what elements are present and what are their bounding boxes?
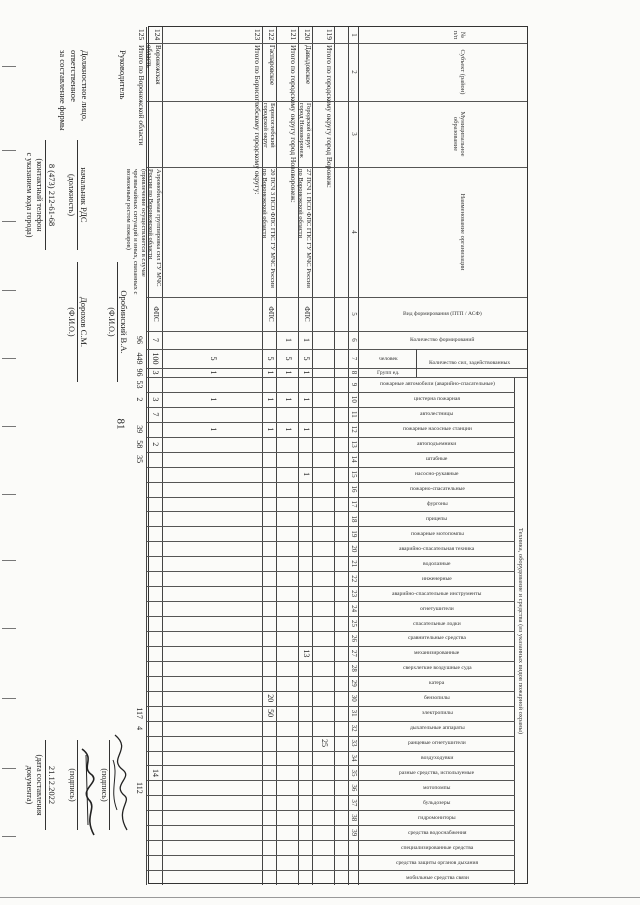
- col-rule: [147, 646, 515, 647]
- col-rule: [147, 377, 527, 378]
- equipment-value: 35: [135, 455, 144, 464]
- column-number: 33: [350, 739, 358, 747]
- staff-count: 5: [266, 356, 275, 361]
- municipality: Борисоглебский городской округ: [262, 103, 276, 148]
- head-signature-line: [117, 262, 118, 382]
- col-rule: [147, 422, 515, 423]
- col-rule: [147, 392, 515, 393]
- staff-subrule: [416, 349, 417, 377]
- phone-caption-1: (контактный телефон: [35, 158, 44, 232]
- equipment-value: 13: [302, 649, 311, 658]
- staff-count: 5: [302, 356, 311, 361]
- equipment-value: 1: [284, 397, 293, 402]
- equipment-value: 50: [266, 709, 275, 718]
- col-rule: [147, 437, 515, 438]
- row-number: 125: [137, 29, 146, 41]
- header-fpo: Вид формирования (ПТП / АСФ): [402, 311, 482, 317]
- resp-name-line: [77, 262, 78, 382]
- header-equipment: сравнительные средства: [408, 635, 466, 642]
- resp-label-2: ответственное: [69, 50, 79, 102]
- equipment-value: 25: [320, 739, 329, 748]
- resp-signature: [76, 745, 100, 840]
- column-number: 7: [350, 356, 358, 361]
- col-rule: [147, 840, 515, 841]
- col-rule: [147, 497, 515, 498]
- organization: 20 ПСЧ 3 ПСО ФПС ГПС ГУ МЧС России по Воронежской области: [261, 169, 276, 288]
- column-number: 18: [350, 515, 358, 523]
- formation-count: 1: [302, 338, 311, 342]
- column-number: 29: [350, 679, 358, 687]
- equipment-value: 20: [266, 694, 275, 703]
- equipment-value: 1: [302, 427, 311, 432]
- staff-count: 5: [284, 356, 293, 361]
- district: Давыдовское: [304, 45, 312, 85]
- column-number: 19: [350, 530, 358, 538]
- column-number: 36: [350, 784, 358, 792]
- col-rule: [147, 297, 527, 298]
- col-rule: [147, 855, 515, 856]
- header-equipment: спасательные лодки: [413, 620, 461, 627]
- header-equipment: разные средства, используемые: [399, 769, 475, 776]
- fpo-type: ФПС: [152, 306, 160, 322]
- head-label: Руководитель: [118, 50, 128, 100]
- equipment-value: 1: [266, 397, 275, 402]
- equipment-value: 1: [266, 427, 275, 432]
- equipment-title: Техника, оборудование и средства (из указанных видов пожарной охраны): [517, 527, 524, 735]
- header-equipment: пожарные мотопомпы: [410, 530, 464, 537]
- total-label: Итого по городскому округу город Нововоронеж:: [289, 45, 298, 203]
- header-equipment: автоподъемники: [417, 441, 457, 448]
- contact-phone: 8 (473) 212-61-68: [47, 163, 57, 227]
- equipment-value: 7: [151, 412, 160, 417]
- row-number: 121: [289, 29, 298, 41]
- groups-count: 1: [266, 370, 275, 375]
- column-number: 13: [350, 440, 358, 448]
- groups-count: 1: [302, 370, 311, 375]
- col-rule: [147, 467, 515, 468]
- col-rule: [147, 706, 515, 707]
- column-number: 9: [350, 382, 358, 387]
- data-table: [125, 26, 528, 884]
- header-equipment: насосно-рукавные: [415, 471, 459, 478]
- header-count: Количество формирований: [409, 337, 475, 343]
- header-equipment: пожарные автомобили (аварийно-спасательные): [379, 381, 495, 388]
- column-number: 15: [350, 470, 358, 478]
- col-rule: [147, 331, 527, 332]
- equipment-value: 58: [135, 440, 144, 449]
- row-rule: [348, 27, 349, 885]
- municipality: [161, 101, 163, 167]
- column-number: 20: [350, 545, 358, 553]
- formation-count: 7: [151, 338, 160, 342]
- col-rule: [147, 751, 515, 752]
- column-number: 11: [350, 410, 358, 418]
- total-label: Итого по городскому округу город Воронеж:: [325, 45, 334, 188]
- column-number: 25: [350, 620, 358, 628]
- column-number: 30: [350, 694, 358, 702]
- header-equipment: пожарные насосные станции: [402, 426, 472, 433]
- column-number: 2: [350, 70, 358, 74]
- column-number: 14: [350, 455, 358, 463]
- col-rule: [147, 870, 515, 871]
- col-rule: [147, 810, 515, 811]
- header-equipment: мобильные средства связи: [405, 874, 469, 881]
- col-rule: [147, 795, 515, 796]
- col-rule: [147, 676, 515, 677]
- col-rule: [147, 616, 515, 617]
- header-equipment: штабные: [426, 456, 448, 463]
- col-rule: [147, 167, 527, 168]
- col-rule: [147, 101, 527, 102]
- equipment-value: 3: [151, 397, 160, 402]
- header-equipment: воздуходувки: [420, 755, 454, 761]
- equipment-value: 14: [151, 768, 160, 777]
- column-number: 23: [350, 590, 358, 598]
- staff-count: 100: [151, 352, 160, 365]
- equipment-value: 53: [135, 380, 144, 389]
- date-caption-2: документа): [25, 765, 34, 805]
- header-equipment: инженерные: [422, 575, 452, 582]
- row-number: 124: [153, 29, 162, 41]
- groups-count: 1: [209, 370, 218, 375]
- resp-position: начальник РДС: [79, 167, 89, 223]
- col-rule: [147, 511, 515, 512]
- header-col_no: № п/п: [452, 30, 466, 40]
- head-name: Оробинский В.А.: [119, 290, 129, 354]
- column-number: 16: [350, 485, 358, 493]
- equipment-value: 117: [135, 707, 144, 720]
- column-number: 24: [350, 605, 358, 613]
- col-rule: [147, 721, 515, 722]
- resp-label-1: Должностное лицо,: [80, 50, 90, 122]
- header-equipment: механизированные: [414, 650, 460, 657]
- equipment-value: 39: [135, 425, 144, 434]
- header-equipment: катера: [429, 680, 445, 687]
- col-rule: [147, 452, 515, 453]
- row-number: 119: [325, 29, 334, 40]
- row-number: 120: [303, 29, 312, 41]
- row-number: 122: [267, 29, 276, 41]
- col-rule: [147, 631, 515, 632]
- column-number: 28: [350, 664, 358, 672]
- column-number: 34: [350, 754, 358, 762]
- header-staff-groups: Групп ед.: [376, 369, 400, 376]
- column-number: 35: [350, 769, 358, 777]
- resp-name: Дорохов С.М.: [79, 296, 89, 348]
- header-equipment: аварийно-спасательные инструменты: [392, 590, 482, 597]
- signature-caption: (подпись): [100, 768, 109, 802]
- groups-count: 3: [151, 370, 160, 375]
- header-equipment: сверхлегкие воздушные суда: [402, 665, 472, 672]
- equipment-value: 1: [302, 397, 311, 402]
- column-number: 8: [350, 370, 358, 375]
- district: Гаспаровское: [268, 45, 276, 86]
- column-number: 38: [350, 814, 358, 822]
- phone-line: [45, 140, 46, 250]
- equipment-value: 2: [135, 397, 144, 402]
- signature-line: [109, 740, 110, 830]
- header-equipment: фургоны: [426, 501, 448, 507]
- header-equipment: средства водоснабжения: [407, 829, 467, 836]
- col-rule: [147, 601, 515, 602]
- column-number: 21: [350, 560, 358, 568]
- header-equipment: автолестницы: [420, 411, 454, 418]
- column-number: 12: [350, 425, 358, 433]
- header-equipment: дыхательные аппараты: [409, 725, 465, 732]
- col-rule: [147, 825, 515, 826]
- staff-count: 449: [135, 352, 144, 365]
- column-number: 6: [350, 338, 358, 342]
- column-number: 37: [350, 799, 358, 807]
- total-label: Итого по Борисоглебскому городскому округу:: [253, 45, 262, 195]
- column-number: 26: [350, 634, 358, 642]
- header-equipment: огнетушители: [420, 605, 454, 612]
- header-equipment: аварийно-спасательная техника: [399, 545, 475, 552]
- equipment-value: 1: [284, 427, 293, 432]
- position-caption: (должность): [67, 174, 76, 216]
- total-label: Итого по Воронежской области: [137, 45, 146, 146]
- col-rule: [147, 661, 515, 662]
- header-equipment: средства защиты органов дыхания: [395, 859, 479, 866]
- equipment-value: 4: [135, 726, 144, 731]
- col-rule: [147, 482, 515, 483]
- header-equipment: мотопомпы: [423, 784, 451, 791]
- date-caption-1: (дата составления: [35, 754, 44, 816]
- document-date: 21.12.2022: [47, 765, 57, 805]
- phone-caption-2: с указанием кода города): [25, 152, 34, 238]
- district: Воронежская область: [145, 45, 162, 85]
- formation-count: 1: [284, 338, 293, 342]
- col-rule: [147, 556, 515, 557]
- organization: 27 ПСЧ 1 ПСО ФПС ГПС ГУ МЧС России по Воронежской области: [297, 169, 312, 288]
- col-rule: [147, 368, 527, 369]
- row-number: 123: [253, 29, 262, 41]
- header-staff: Количество сил, задействованных: [428, 360, 511, 366]
- column-number: 32: [350, 724, 358, 732]
- equipment-value: 112: [135, 782, 144, 794]
- header-equipment: электропилы: [421, 710, 453, 717]
- col-rule: [147, 407, 515, 408]
- column-number: 22: [350, 575, 358, 583]
- page-number: 81: [114, 418, 127, 430]
- header-equipment: гидромониторы: [418, 814, 456, 821]
- col-rule: [147, 526, 515, 527]
- date-line: [45, 740, 46, 830]
- col-rule: [147, 349, 527, 350]
- column-number: 5: [350, 312, 358, 316]
- equipment-value: 1: [302, 472, 311, 477]
- organization: Аэромобильная группировка сил ГУ МЧС России по Воронежской области (привлечение осуществляется в случае чрезвычайных ситуаций и иных, связанных с возможным ростом пожаров): [125, 169, 162, 295]
- equipment-value: 1: [209, 427, 218, 432]
- equipment-value: 2: [151, 442, 160, 447]
- groups-count: 1: [284, 370, 293, 375]
- col-rule: [147, 736, 515, 737]
- header-col_org: Наименование организации: [459, 193, 466, 271]
- col-rule: [147, 691, 515, 692]
- staff-count: 5: [209, 356, 218, 361]
- column-number: 39: [350, 829, 358, 837]
- header-staff-people: человек: [378, 355, 398, 362]
- col-rule: [147, 43, 527, 44]
- resp-signature-line: [77, 740, 78, 830]
- column-number: 10: [350, 395, 358, 403]
- col-rule: [147, 780, 515, 781]
- header-col_district: Субъект (район): [459, 49, 466, 95]
- col-rule: [147, 541, 515, 542]
- col-rule: [147, 571, 515, 572]
- header-rule: [358, 27, 359, 885]
- header-equipment: прицепы: [426, 515, 448, 522]
- column-number: 27: [350, 649, 358, 657]
- column-number: 17: [350, 500, 358, 508]
- resp-fio-caption: (Ф.И.О.): [67, 307, 76, 337]
- head-fio-caption: (Ф.И.О.): [107, 307, 116, 337]
- resp-signature-caption: (подпись): [68, 768, 77, 802]
- col-rule: [147, 765, 515, 766]
- header-equipment: бензопилы: [424, 695, 450, 702]
- column-number: 1: [350, 33, 358, 37]
- header-equipment: пожарно-спасательные: [409, 486, 465, 493]
- column-number: 31: [350, 709, 358, 717]
- header-equipment: ранцевые огнетушители: [408, 740, 466, 747]
- header-equipment: водолазные: [423, 560, 451, 567]
- header-equipment: цистерна пожарная: [414, 396, 460, 403]
- fpo-type: ФПС: [267, 306, 275, 322]
- header-equipment: бульдозеры: [423, 799, 451, 806]
- groups-count: 96: [135, 368, 144, 377]
- header-equipment: специализированные средства: [400, 844, 474, 851]
- header-col_municipality: Муниципальное образование: [452, 111, 466, 157]
- column-number: 4: [350, 230, 358, 234]
- column-number: 3: [350, 132, 358, 136]
- equipment-value: 1: [209, 397, 218, 402]
- fpo-type: ФПС: [303, 306, 311, 322]
- position-line: [77, 140, 78, 250]
- resp-label-3: за составление формы: [58, 50, 68, 131]
- col-rule: [147, 586, 515, 587]
- municipality: Городской округ город Нововоронеж: [298, 103, 312, 158]
- formation-count: 96: [135, 336, 144, 344]
